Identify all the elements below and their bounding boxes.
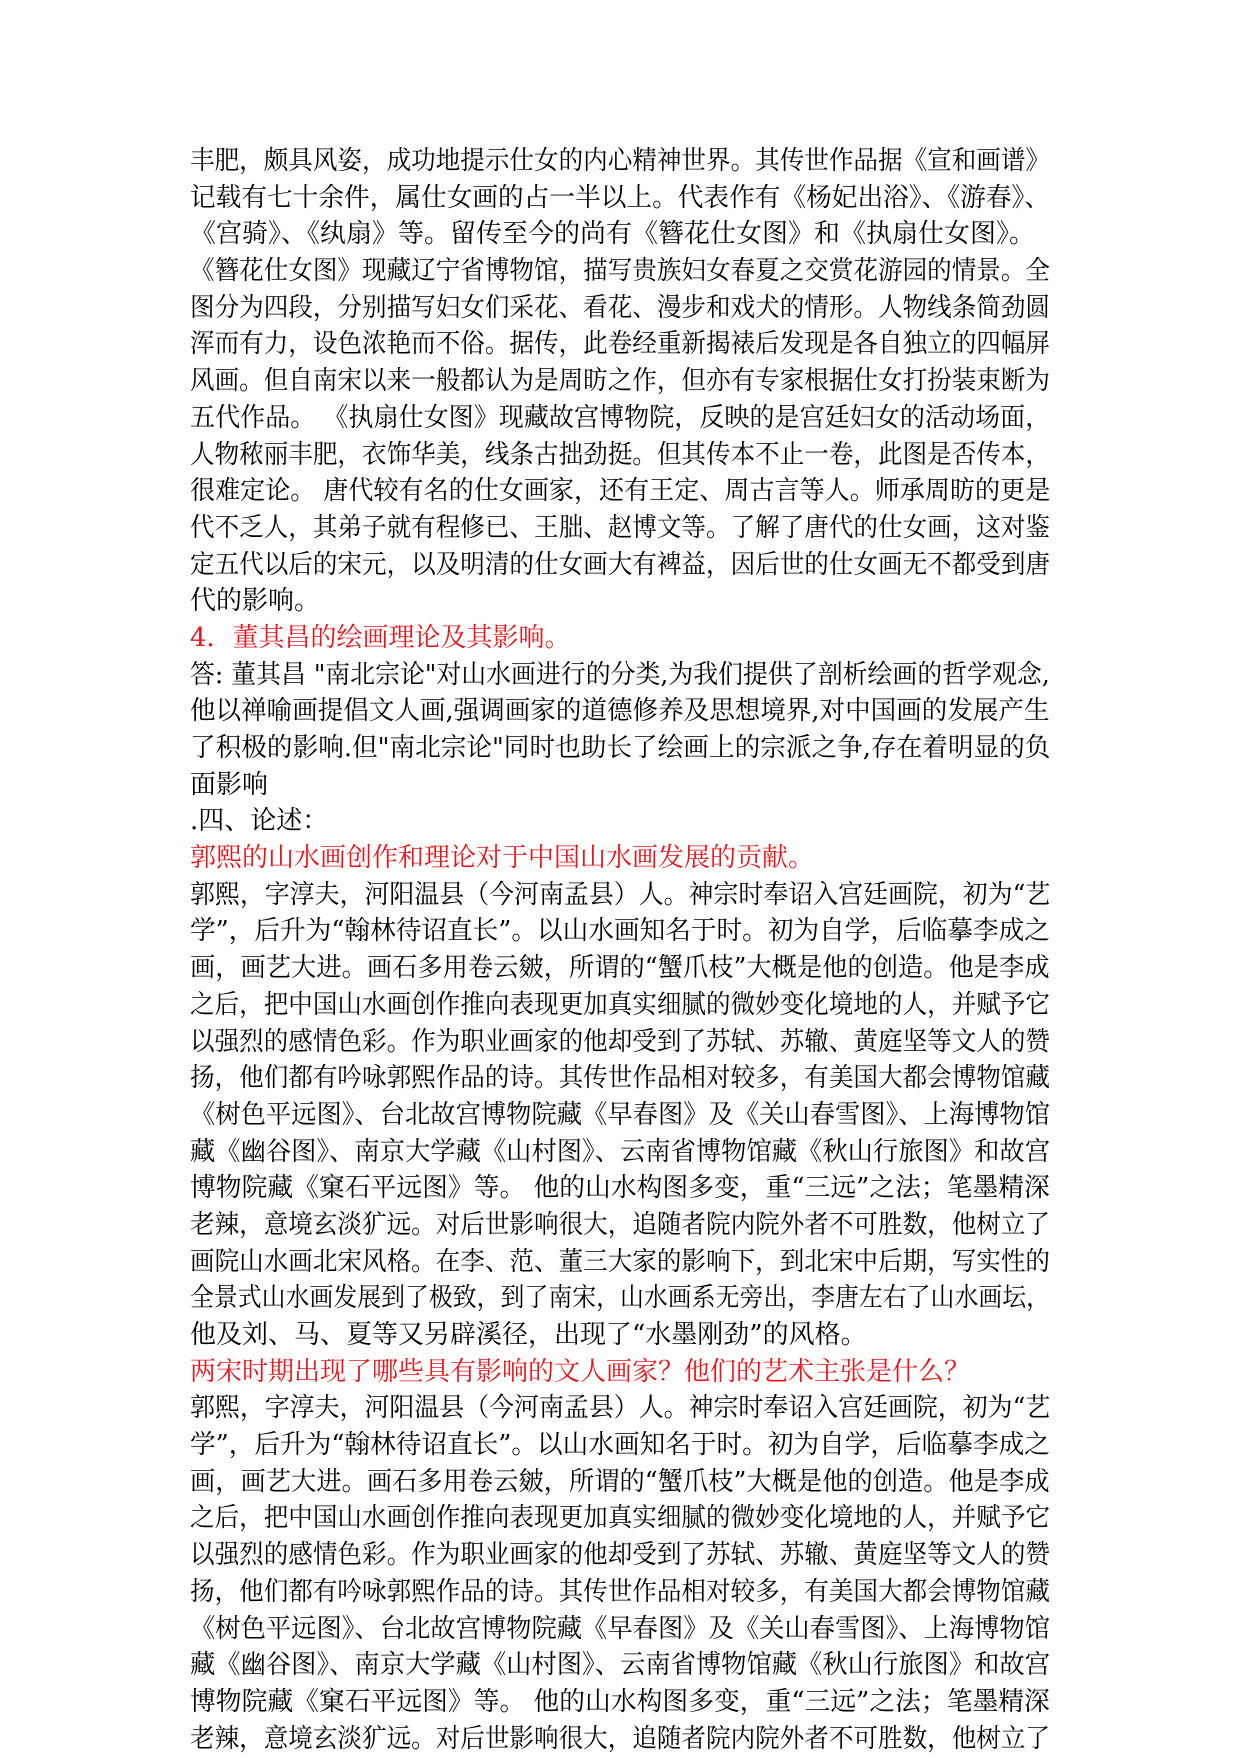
body-text-line: 代的影响。 <box>190 586 321 617</box>
body-text-line: 画院山水画北宋风格。在李、范、董三大家的影响下，到北宋中后期，写实性的 <box>190 1246 1051 1277</box>
body-text-line: 郭熙，字淳夫，河阳温县（今河南孟县）人。神宗时奉诏入宫廷画院，初为“艺 <box>190 879 1051 910</box>
body-text-line: 代不乏人，其弟子就有程修已、王朏、赵博文等。了解了唐代的仕女画，这对鉴 <box>190 512 1051 543</box>
body-text-line: 人物秾丽丰肥，衣饰华美，线条古拙劲挺。但其传本不止一卷，此图是否传本， <box>190 439 1051 470</box>
body-text-line: 老辣，意境玄淡犷远。对后世影响很大，追随者院内院外者不可胜数，他树立了 <box>190 1209 1051 1240</box>
section-heading: 郭熙的山水画创作和理论对于中国山水画发展的贡献。 <box>190 843 815 874</box>
body-text-line: 丰肥，颇具风姿，成功地提示仕女的内心精神世界。其传世作品据《宣和画谱》 <box>190 146 1051 176</box>
body-text-line: 记载有七十余件，属仕女画的占一半以上。代表作有《杨妃出浴》、《游春》、 <box>190 182 1051 213</box>
body-text-line: 风画。但自南宋以来一般都认为是周昉之作，但亦有专家根据仕女打扮装束断为 <box>190 366 1051 397</box>
body-text-line: 图分为四段，分别描写妇女们采花、看花、漫步和戏犬的情形。人物线条简劲圆 <box>190 292 1051 323</box>
body-text-line: 以强烈的感情色彩。作为职业画家的他却受到了苏轼、苏辙、黄庭坚等文人的赞 <box>190 1540 1051 1571</box>
body-text-line: 老辣，意境玄淡犷远。对后世影响很大，追随者院内院外者不可胜数，他树立了 <box>190 1723 1051 1754</box>
body-text-line: 《宫骑》、《纨扇》等。留传至今的尚有《簪花仕女图》和《执扇仕女图》。 <box>190 219 1036 250</box>
body-text-line: 藏《幽谷图》、南京大学藏《山村图》、云南省博物馆藏《秋山行旅图》和故宫 <box>190 1136 1051 1167</box>
body-text-line: 《簪花仕女图》现藏辽宁省博物馆，描写贵族妇女春夏之交赏花游园的情景。全 <box>190 256 1051 287</box>
body-text-line: 浑而有力，设色浓艳而不俗。据传，此卷经重新揭裱后发现是各自独立的四幅屏 <box>190 329 1051 360</box>
body-text-line: 扬，他们都有吟咏郭熙作品的诗。其传世作品相对较多，有美国大都会博物馆藏 <box>190 1576 1051 1607</box>
body-text-line: 他以禅喻画提倡文人画,强调画家的道德修养及思想境界,对中国画的发展产生 <box>190 696 1050 727</box>
body-text-line: 学”，后升为“翰林待诏直长”。以山水画知名于时。初为自学，后临摹李成之 <box>190 1430 1050 1461</box>
body-text-line: 面影响 <box>190 769 269 800</box>
body-text-line: 定五代以后的宋元，以及明清的仕女画大有裨益，因后世的仕女画无不都受到唐 <box>190 549 1051 580</box>
body-text-line: 扬，他们都有吟咏郭熙作品的诗。其传世作品相对较多，有美国大都会博物馆藏 <box>190 1063 1051 1094</box>
body-text-line: 画，画艺大进。画石多用卷云皴，所谓的“蟹爪枝”大概是他的创造。他是李成 <box>190 953 1050 984</box>
section-heading: 两宋时期出现了哪些具有影响的文人画家？他们的艺术主张是什么？ <box>190 1356 971 1387</box>
body-text-line: 藏《幽谷图》、南京大学藏《山村图》、云南省博物馆藏《秋山行旅图》和故宫 <box>190 1650 1051 1681</box>
body-text-line: 《树色平远图》、台北故宫博物院藏《早春图》及《关山春雪图》、上海博物馆 <box>190 1099 1051 1130</box>
body-text-line: 郭熙，字淳夫，河阳温县（今河南孟县）人。神宗时奉诏入宫廷画院，初为“艺 <box>190 1393 1051 1424</box>
body-text-line: 很难定论。 唐代较有名的仕女画家，还有王定、周古言等人。师承周昉的更是 <box>190 476 1051 507</box>
body-text-line: 全景式山水画发展到了极致，到了南宋，山水画系无旁出，李唐左右了山水画坛， <box>190 1283 1051 1314</box>
body-text-line: 五代作品。 《执扇仕女图》现藏故宫博物院，反映的是宫廷妇女的活动场面， <box>190 402 1051 433</box>
body-text-line: 博物院藏《窠石平远图》等。 他的山水构图多变，重“三远”之法；笔墨精深 <box>190 1173 1050 1204</box>
body-text-line: 以强烈的感情色彩。作为职业画家的他却受到了苏轼、苏辙、黄庭坚等文人的赞 <box>190 1026 1051 1057</box>
body-text-line: 了积极的影响.但"南北宗论"同时也助长了绘画上的宗派之争,存在着明显的负 <box>190 733 1051 763</box>
section-heading: 4．董其昌的绘画理论及其影响。 <box>190 622 571 653</box>
body-text-line: 学”，后升为“翰林待诏直长”。以山水画知名于时。初为自学，后临摹李成之 <box>190 916 1050 947</box>
body-text-line: 《树色平远图》、台北故宫博物院藏《早春图》及《关山春雪图》、上海博物馆 <box>190 1613 1051 1644</box>
body-text-line: 之后，把中国山水画创作推向表现更加真实细腻的微妙变化境地的人，并赋予它 <box>190 1503 1051 1534</box>
document-page <box>190 143 1050 1757</box>
body-text-line: 博物院藏《窠石平远图》等。 他的山水构图多变，重“三远”之法；笔墨精深 <box>190 1686 1050 1717</box>
body-text-line: 之后，把中国山水画创作推向表现更加真实细腻的微妙变化境地的人，并赋予它 <box>190 989 1051 1020</box>
body-text-line: 画，画艺大进。画石多用卷云皴，所谓的“蟹爪枝”大概是他的创造。他是李成 <box>190 1466 1050 1497</box>
body-text-line: 答: 董其昌 "南北宗论"对山水画进行的分类,为我们提供了剖析绘画的哲学观念, <box>190 659 1050 690</box>
body-text-line: 他及刘、马、夏等又另辟溪径，出现了“水墨刚劲”的风格。 <box>190 1320 867 1350</box>
body-text-line: .四、论述： <box>190 806 329 837</box>
